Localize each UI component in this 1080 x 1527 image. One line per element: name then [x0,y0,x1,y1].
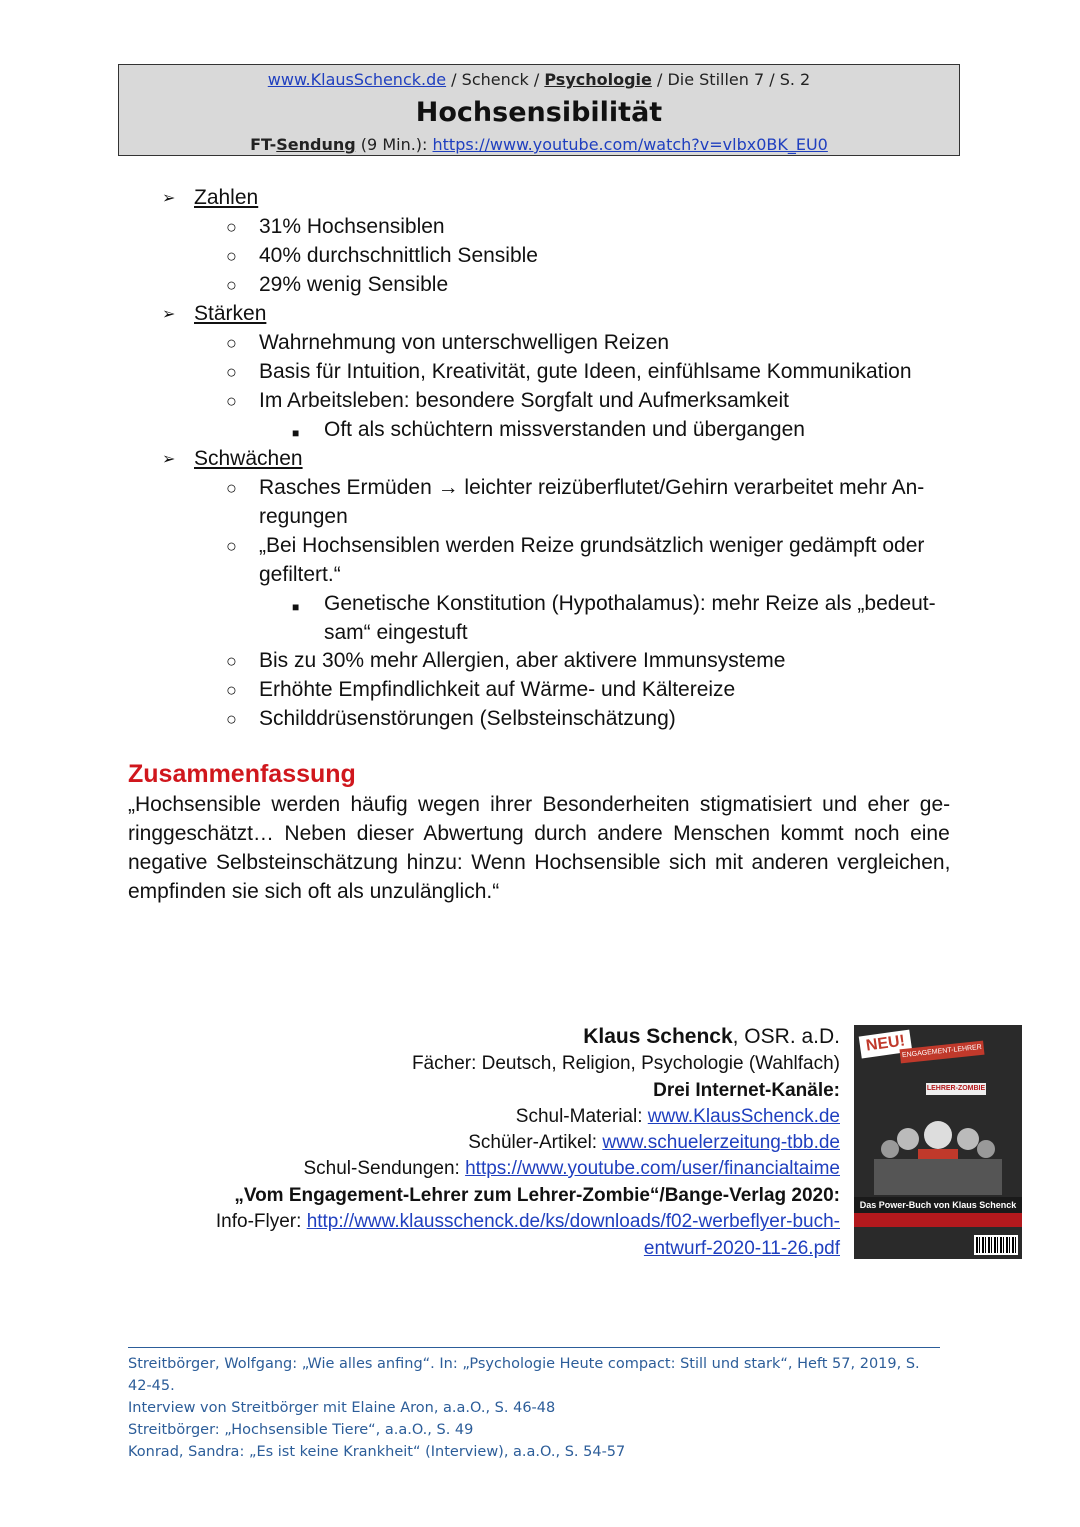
material-link[interactable]: www.KlausSchenck.de [647,1106,840,1127]
arrow-bullet-icon: ➢ [162,306,176,323]
header-video-line [119,135,959,154]
footnote-separator [128,1347,940,1348]
breadcrumb-sep-1: / Schenck / [446,70,545,89]
list-item: 40% durchschnittlich Sensible [259,244,538,267]
circle-bullet-icon: ○ [226,478,237,498]
list-item: Basis für Intuition, Kreativität, gute Ideen, einfühlsame Kommunikation [259,360,912,383]
author-name-line [583,1024,840,1050]
book-cover-image [854,1025,1022,1259]
circle-bullet-icon: ○ [226,246,237,266]
book-cover-band: Das Power-Buch von Klaus Schenck [854,1197,1022,1213]
footnote-line: Streitbörger, Wolfgang: „Wie alles anfing“. In: „Psychologie Heute compact: Still und stark“, Heft 57, 2019, S. [128,1356,920,1372]
author-title: , OSR. a.D. [732,1025,840,1048]
flyer-link-part-2[interactable]: entwurf-2020-11-26.pdf [643,1238,840,1259]
list-item: Bis zu 30% mehr Allergien, aber aktivere Immunsysteme [259,649,786,672]
breadcrumb-subject: Psychologie [544,70,652,89]
arrow-bullet-icon: ➢ [162,190,176,207]
broadcasts-line [303,1156,840,1182]
zombie-teachers-illustration-icon [854,1097,1022,1197]
circle-bullet-icon: ○ [226,680,237,700]
sub-list-item-continuation: sam“ eingestuft [324,621,468,644]
section-title-schwaechen: Schwächen [194,447,303,470]
video-link[interactable]: https://www.youtube.com/watch?v=vlbx0BK_EU0 [432,135,828,154]
footnote-line: Konrad, Sandra: „Es ist keine Krankheit“ (Interview), a.a.O., S. 54-57 [128,1444,626,1460]
summary-line-2: ringgeschätzt… Neben dieser Abwertung durch andere Menschen kommt noch eine [128,822,950,845]
book-title-line: „Vom Engagement-Lehrer zum Lehrer-Zombie“/Bange-Verlag 2020: [234,1185,840,1206]
list-item: Schilddrüsenstörungen (Selbsteinschätzung) [259,707,676,730]
broadcasts-link[interactable]: https://www.youtube.com/user/financialtaime [465,1158,840,1179]
list-item: Wahrnehmung von unterschwelligen Reizen [259,331,670,354]
author-name: Klaus Schenck [583,1025,733,1048]
flyer-line-2 [644,1236,840,1262]
material-label: Schul-Material: [515,1106,648,1127]
circle-bullet-icon: ○ [226,536,237,556]
material-line [516,1104,840,1130]
circle-bullet-icon: ○ [226,333,237,353]
channels-heading: Drei Internet-Kanäle: [653,1080,840,1101]
list-item: Erhöhte Empfindlichkeit auf Wärme- und Kältereize [259,678,736,701]
flyer-label: Info-Flyer: [215,1211,307,1232]
list-item: „Bei Hochsensiblen werden Reize grundsätzlich weniger gedämpft oder [259,534,925,557]
book-cover-red-strip [854,1213,1022,1227]
ft-prefix: FT- [250,135,277,154]
book-cover-tag: ENGAGEMENT-LEHRER [899,1041,984,1064]
site-link[interactable]: www.KlausSchenck.de [267,70,447,89]
flyer-link-part-1[interactable]: http://www.klausschenck.de/ks/downloads/f02-werbeflyer-buch- [306,1211,840,1232]
flyer-line [216,1209,840,1235]
header-breadcrumb [119,70,959,89]
square-bullet-icon: ■ [292,426,300,440]
circle-bullet-icon: ○ [226,217,237,237]
header-box [118,64,960,156]
list-item-continuation: regungen [259,505,348,528]
sub-list-item: Genetische Konstitution (Hypothalamus): mehr Reize als „bedeut- [324,592,936,615]
circle-bullet-icon: ○ [226,709,237,729]
list-item-continuation: gefiltert.“ [259,563,341,586]
articles-label: Schüler-Artikel: [468,1132,603,1153]
summary-line-1b: „Hochsensible werden häufig wegen ihrer Besonderheiten stigmatisiert und eher ge- [128,793,951,816]
summary-line-3: negative Selbsteinschätzung hinzu: Wenn Hochsensible sich mit anderen vergleichen, [128,851,951,874]
footnote-line: 42-45. [128,1378,175,1394]
summary-title: Zusammenfassung [128,760,356,788]
list-item: Im Arbeitsleben: besondere Sorgfalt und Aufmerksamkeit [259,389,789,412]
new-badge: NEU! [859,1030,913,1059]
footnote-line: Interview von Streitbörger mit Elaine Aron, a.a.O., S. 46-48 [128,1400,556,1416]
list-item: 29% wenig Sensible [259,273,449,296]
circle-bullet-icon: ○ [226,362,237,382]
page-title: Hochsensibilität [415,97,663,128]
book-cover-subtitle: LEHRER-ZOMBIE [926,1083,986,1095]
ft-suffix: (9 Min.): [355,135,433,154]
ft-word: Sendung [276,135,356,154]
list-item: Rasches Ermüden → leichter reizüberflutet/Gehirn verarbeitet mehr An- [259,476,925,499]
footnote-line: Streitbörger: „Hochsensible Tiere“, a.a.O., S. 49 [128,1422,474,1438]
arrow-bullet-icon: ➢ [162,451,176,468]
square-bullet-icon: ■ [292,600,300,614]
sub-list-item: Oft als schüchtern missverstanden und übergangen [324,418,805,441]
section-title-zahlen: Zahlen [194,186,259,209]
list-item: 31% Hochsensiblen [259,215,445,238]
summary-line-4: empfinden sie sich oft als unzulänglich.“ [128,880,500,903]
articles-link[interactable]: www.schuelerzeitung-tbb.de [602,1132,840,1153]
circle-bullet-icon: ○ [226,391,237,411]
circle-bullet-icon: ○ [226,275,237,295]
author-subjects: Fächer: Deutsch, Religion, Psychologie (Wahlfach) [411,1053,840,1074]
articles-line [468,1130,840,1156]
section-title-staerken: Stärken [194,302,267,325]
broadcasts-label: Schul-Sendungen: [303,1158,466,1179]
breadcrumb-sep-2: / Die Stillen 7 / S. 2 [651,70,811,89]
circle-bullet-icon: ○ [226,651,237,671]
barcode-icon [974,1235,1018,1255]
